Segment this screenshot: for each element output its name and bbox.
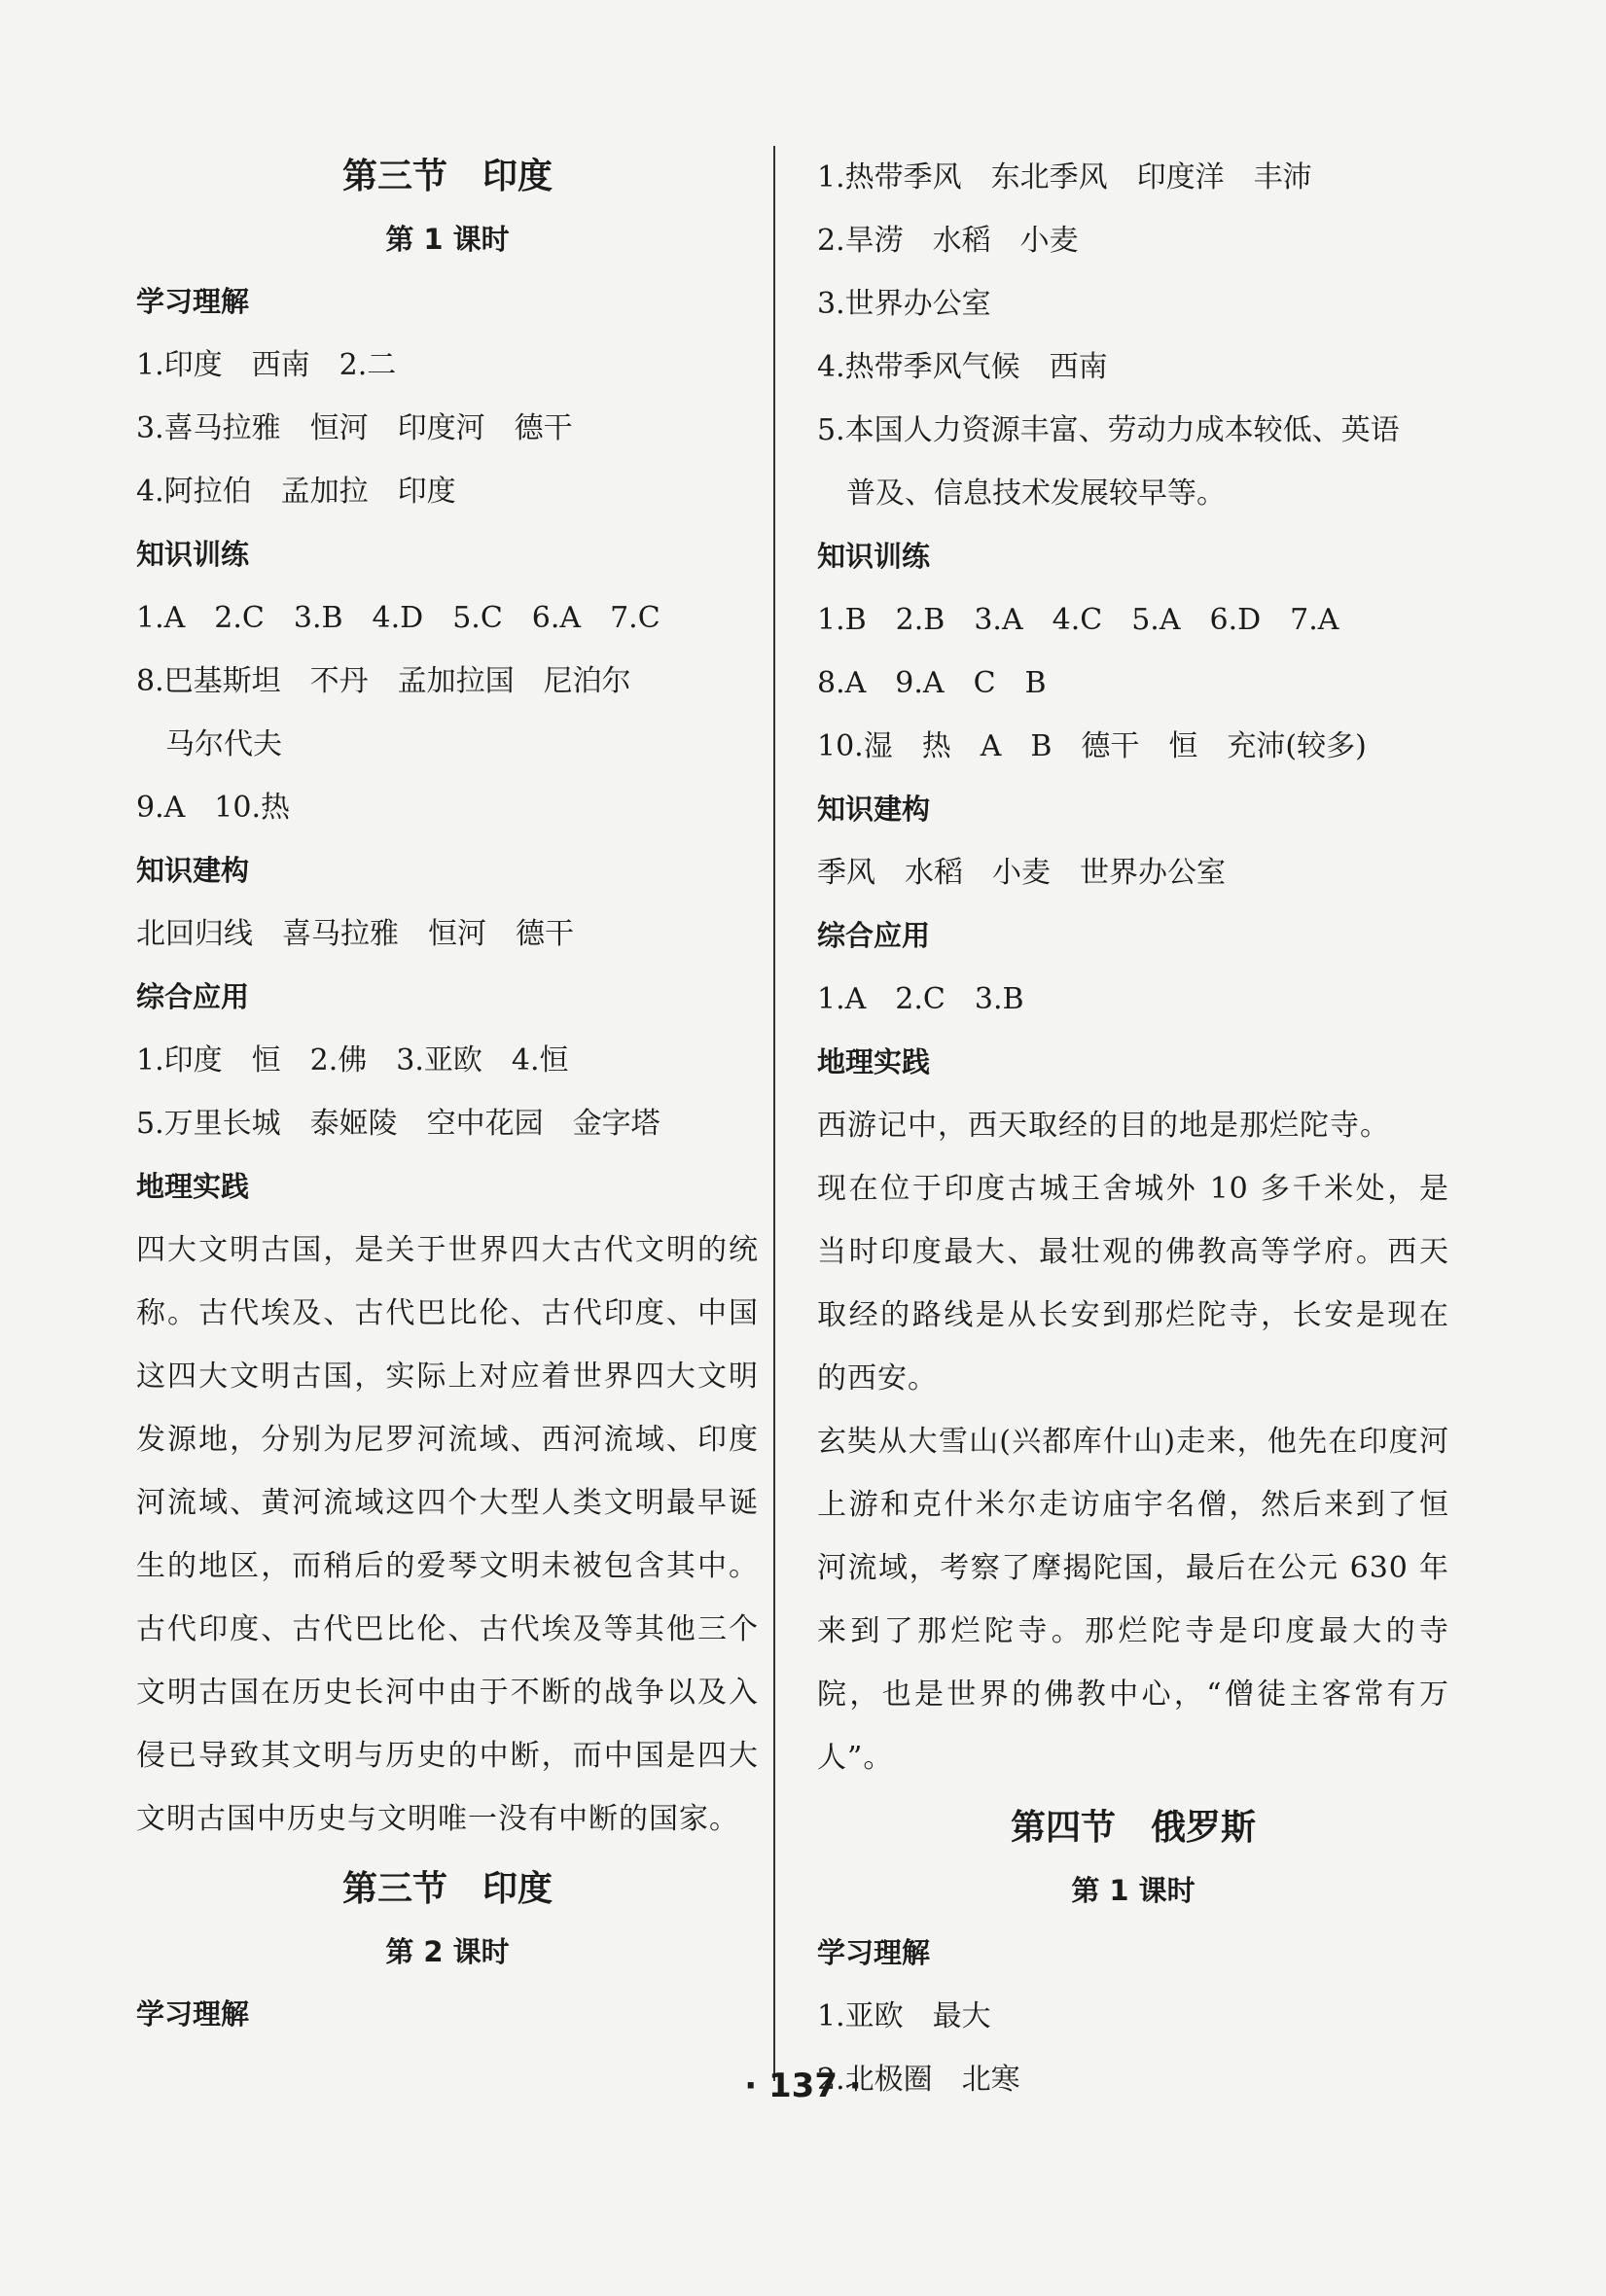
answer-line: 2.北极圈 北寒 [817, 2063, 1020, 2097]
heading-comprehensive-application: 综合应用 [817, 919, 931, 952]
left-column [136, 146, 759, 2046]
practice-paragraph: 现在位于印度古城王舍城外 10 多千米处，是当时印度最大、最壮观的佛教高等学府。西天取经的路线是从长安到那烂陀寺，长安是现在的西安。 [817, 1172, 1449, 1395]
answer-line-continued: 马尔代夫 [165, 727, 282, 761]
answer-line: 1.A 2.C 3.B [817, 982, 1024, 1016]
answer-line: 北回归线 喜马拉雅 恒河 德干 [136, 917, 574, 951]
practice-paragraph: 西游记中，西天取经的目的地是那烂陀寺。 [817, 1109, 1390, 1143]
answer-line-continued: 普及、信息技术发展较早等。 [846, 477, 1226, 511]
heading-learning-understanding-2: 学习理解 [136, 1997, 250, 2031]
answer-line: 1.亚欧 最大 [817, 1999, 991, 2033]
right-column [817, 146, 1449, 2111]
answer-line: 10.湿 热 A B 德干 恒 充沛(较多) [817, 729, 1367, 763]
heading-knowledge-training: 知识训练 [817, 540, 931, 573]
answer-line: 5.本国人力资源丰富、劳动力成本较低、英语 [817, 413, 1400, 447]
answer-line: 1.热带季风 东北季风 印度洋 丰沛 [817, 160, 1312, 194]
answer-line: 4.热带季风气候 西南 [817, 350, 1108, 384]
heading-knowledge-construction: 知识建构 [136, 854, 250, 887]
answer-line: 9.A 10.热 [136, 791, 290, 825]
answer-line: 季风 水稻 小麦 世界办公室 [817, 856, 1226, 890]
practice-paragraph: 四大文明古国，是关于世界四大古代文明的统称。古代埃及、古代巴比伦、古代印度、中国这四大文明古国，实际上对应着世界四大文明发源地，分别为尼罗河流域、西河流域、印度河流域、黄河流域这四个大型人类文明最早诞生的地区，而稍后的爱琴文明未被包含其中。古代印度、古代巴比伦、古代埃及等其他三个文明古国在历史长河中由于不断的战争以及入侵已导致其文明与历史的中断，而中国是四大文明古国中历史与文明唯一没有中断的国家。 [136, 1233, 759, 1836]
answer-line: 5.万里长城 泰姬陵 空中花园 金字塔 [136, 1107, 660, 1141]
heading-knowledge-training: 知识训练 [136, 538, 250, 571]
answer-line: 1.印度 西南 2.二 [136, 348, 397, 382]
section-title-india-2: 第三节 印度 [341, 1869, 553, 1909]
answer-line: 1.A 2.C 3.B 4.D 5.C 6.A 7.C [136, 601, 660, 635]
page-number: · 137 · [744, 2066, 862, 2105]
column-divider [773, 146, 775, 2081]
lesson-1-title: 第 1 课时 [385, 223, 510, 256]
answer-line: 8.巴基斯坦 不丹 孟加拉国 尼泊尔 [136, 664, 631, 698]
lesson-2-title: 第 2 课时 [385, 1935, 510, 1968]
heading-knowledge-construction: 知识建构 [817, 793, 931, 826]
answer-line: 3.喜马拉雅 恒河 印度河 德干 [136, 411, 573, 445]
answer-line: 1.印度 恒 2.佛 3.亚欧 4.恒 [136, 1043, 569, 1077]
answer-line: 2.旱涝 水稻 小麦 [817, 224, 1079, 258]
lesson-1-title: 第 1 课时 [1071, 1874, 1196, 1907]
answer-line: 3.世界办公室 [817, 287, 991, 321]
answer-line: 4.阿拉伯 孟加拉 印度 [136, 475, 456, 509]
heading-learning-understanding: 学习理解 [136, 285, 250, 318]
answer-line: 8.A 9.A C B [817, 666, 1047, 700]
practice-paragraph: 玄奘从大雪山(兴都库什山)走来，他先在印度河上游和克什米尔走访庙宇名僧，然后来到了恒河流域，考察了摩揭陀国，最后在公元 630 年来到了那烂陀寺。那烂陀寺是印度最大的寺院，也是世界的佛教中心，“僧徒主客常有万人”。 [817, 1425, 1449, 1775]
heading-comprehensive-application: 综合应用 [136, 980, 250, 1013]
answer-line: 1.B 2.B 3.A 4.C 5.A 6.D 7.A [817, 603, 1339, 637]
section-title-russia: 第四节 俄罗斯 [1010, 1808, 1256, 1848]
section-title-india: 第三节 印度 [341, 157, 553, 196]
heading-geography-practice: 地理实践 [136, 1170, 250, 1203]
heading-geography-practice: 地理实践 [817, 1045, 931, 1078]
heading-learning-understanding: 学习理解 [817, 1936, 931, 1969]
